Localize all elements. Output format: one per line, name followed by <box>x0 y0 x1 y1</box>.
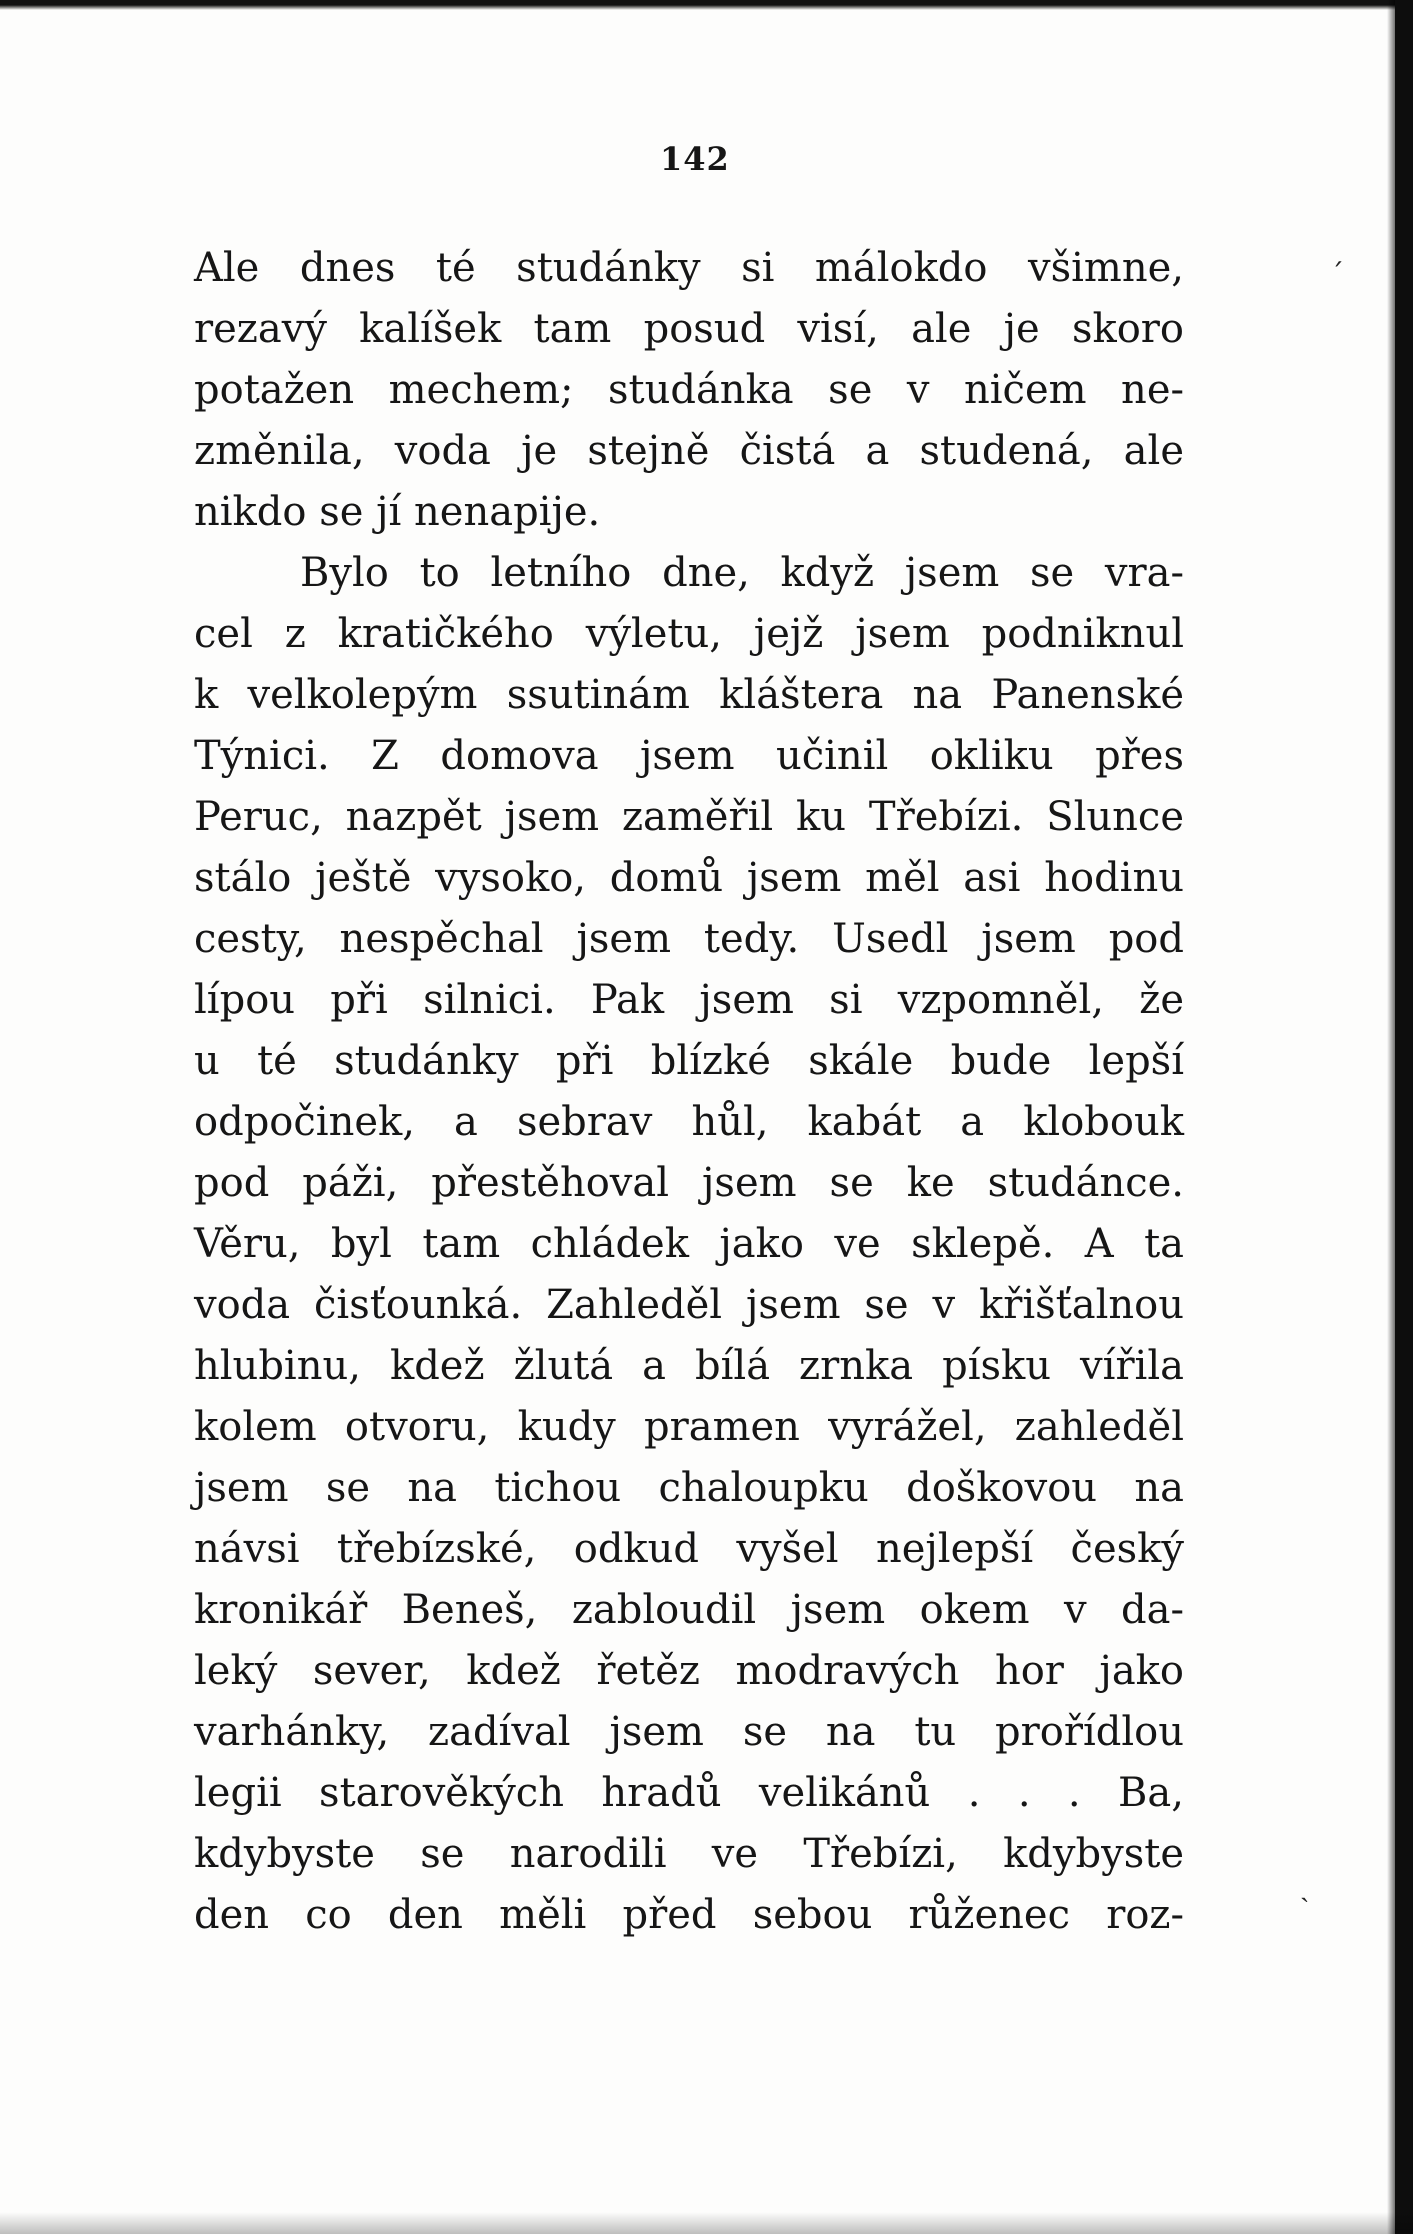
scan-edge-shadow <box>1387 0 1395 2234</box>
text-line: kolem otvoru, kudy pramen vyrážel, zahleděl <box>194 1404 1184 1450</box>
body-text <box>194 238 1184 1946</box>
text-line: Peruc, nazpět jsem zaměřil ku Třebízi. Slunce <box>194 794 1184 840</box>
scan-speck: ˊ <box>1330 258 1344 291</box>
text-line: pod páži, přestěhoval jsem se ke studánce. <box>194 1160 1184 1206</box>
text-line: lípou při silnici. Pak jsem si vzpomněl, že <box>194 977 1184 1023</box>
text-line: kdybyste se narodili ve Třebízi, kdybyste <box>194 1831 1184 1877</box>
scan-edge-top <box>0 0 1413 10</box>
text-line: legii starověkých hradů velikánů . . . Ba, <box>194 1770 1184 1816</box>
text-line: cesty, nespěchal jsem tedy. Usedl jsem pod <box>194 916 1184 962</box>
text-line: u té studánky při blízké skále bude lepší <box>194 1038 1184 1084</box>
text-line: potažen mechem; studánka se v ničem ne- <box>194 367 1184 413</box>
page-number: 142 <box>660 140 730 178</box>
text-line: kronikář Beneš, zabloudil jsem okem v da- <box>194 1587 1184 1633</box>
text-line: Věru, byl tam chládek jako ve sklepě. A ta <box>194 1221 1184 1267</box>
text-line: k velkolepým ssutinám kláštera na Panenské <box>194 672 1184 718</box>
text-line: leký sever, kdež řetěz modravých hor jako <box>194 1648 1184 1694</box>
text-line: odpočinek, a sebrav hůl, kabát a klobouk <box>194 1099 1184 1145</box>
text-line: varhánky, zadíval jsem se na tu prořídlou <box>194 1709 1184 1755</box>
text-line: den co den měli před sebou růženec roz- <box>194 1892 1184 1938</box>
text-line: hlubinu, kdež žlutá a bílá zrnka písku vířila <box>194 1343 1184 1389</box>
text-line: návsi třebízské, odkud vyšel nejlepší český <box>194 1526 1184 1572</box>
text-line: rezavý kalíšek tam posud visí, ale je skoro <box>194 306 1184 352</box>
text-line: Týnici. Z domova jsem učinil okliku přes <box>194 733 1184 779</box>
text-line: Bylo to letního dne, když jsem se vra- <box>300 550 1184 596</box>
text-line: voda čisťounká. Zahleděl jsem se v křišťalnou <box>194 1282 1184 1328</box>
scan-edge-bottom <box>0 2212 1413 2234</box>
text-line: nikdo se jí nenapije. <box>194 489 601 535</box>
text-line: změnila, voda je stejně čistá a studená, ale <box>194 428 1184 474</box>
text-line: Ale dnes té studánky si málokdo všimne, <box>194 245 1184 291</box>
scan-speck: ˎ <box>1300 1870 1310 1903</box>
scan-edge-right <box>1395 0 1413 2234</box>
text-line: cel z kratičkého výletu, jejž jsem podniknul <box>194 611 1184 657</box>
text-line: stálo ještě vysoko, domů jsem měl asi hodinu <box>194 855 1184 901</box>
text-line: jsem se na tichou chaloupku doškovou na <box>194 1465 1184 1511</box>
